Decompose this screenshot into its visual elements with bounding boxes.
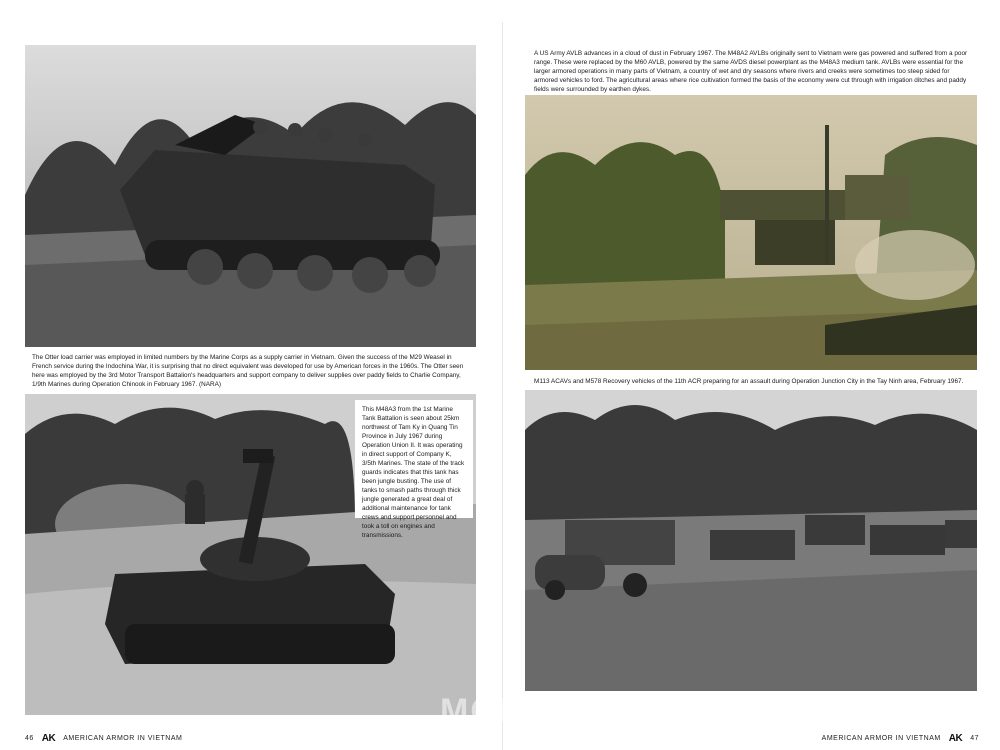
left-page (0, 22, 498, 750)
otter-carrier-photo (25, 45, 476, 347)
footer-title-right: AMERICAN ARMOR IN VIETNAM (821, 735, 941, 742)
avlb-caption: A US Army AVLB advances in a cloud of dust in February 1967. The M48A2 AVLBs originally sent to Vietnam were gas powered and suffered from a poor range. These were replaced by the M60 AVLB, powered by the same AVDS diesel powerplant as the M48A3 medium tank. AVLBs were essential for the larger armored operations in many parts of Vietnam, a country of wet and dry seasons where rivers and creeks were sometimes too steep sided for armored vehicles to ford. The agricultural areas where rice cultivation formed the basis of the economy were cut through with irrigation ditches and paddy fields were surrounded by earthen dykes. (534, 50, 968, 93)
left-footer (25, 733, 182, 744)
footer-title-left: AMERICAN ARMOR IN VIETNAM (63, 735, 183, 742)
acr-caption: M113 ACAVs and M578 Recovery vehicles of the 11th ACR preparing for an assault during Operation Junction City in the Tay Ninh area, February 1967. (534, 378, 964, 385)
page-number-right: 47 (970, 735, 979, 742)
right-footer (822, 733, 979, 744)
page-number-left: 46 (25, 735, 34, 742)
m48a3-caption: This M48A3 from the 1st Marine Tank Battalion is seen about 25km northwest of Tam Ky in Quang Tin Province in July 1967 during Operation Union II. It was operating in direct support of Company K, 3/5th Marines. The state of the track guards indicates that this tank has been jungle busting. The use of tanks to smash paths through thick jungle generated a great deal of additional maintenance for tank crews and support personnel and took a toll on engines and transmissions. (362, 406, 465, 539)
ak-logo: AK (41, 733, 56, 744)
m48a3-caption-box (355, 400, 473, 539)
watermark: MODEL (440, 692, 573, 730)
otter-caption: The Otter load carrier was employed in limited numbers by the Marine Corps as a supply carrier in Vietnam. Given the success of the M29 Weasel in French service during the Indochina War, it is surprising that no direct equivalent was developed for use by American forces in the 1960s. The Otter seen here was employed by the 3rd Motor Transport Battalion's headquarters and support company to deliver supplies over paddy fields to Charlie Company, 1/9th Marines during Operation Chinook in February 1967. (NARA) (32, 354, 464, 388)
avlb-color-photo (525, 95, 977, 370)
m113-acav-photo (525, 390, 977, 691)
right-page (502, 22, 1000, 750)
ak-logo-right: AK (948, 733, 963, 744)
